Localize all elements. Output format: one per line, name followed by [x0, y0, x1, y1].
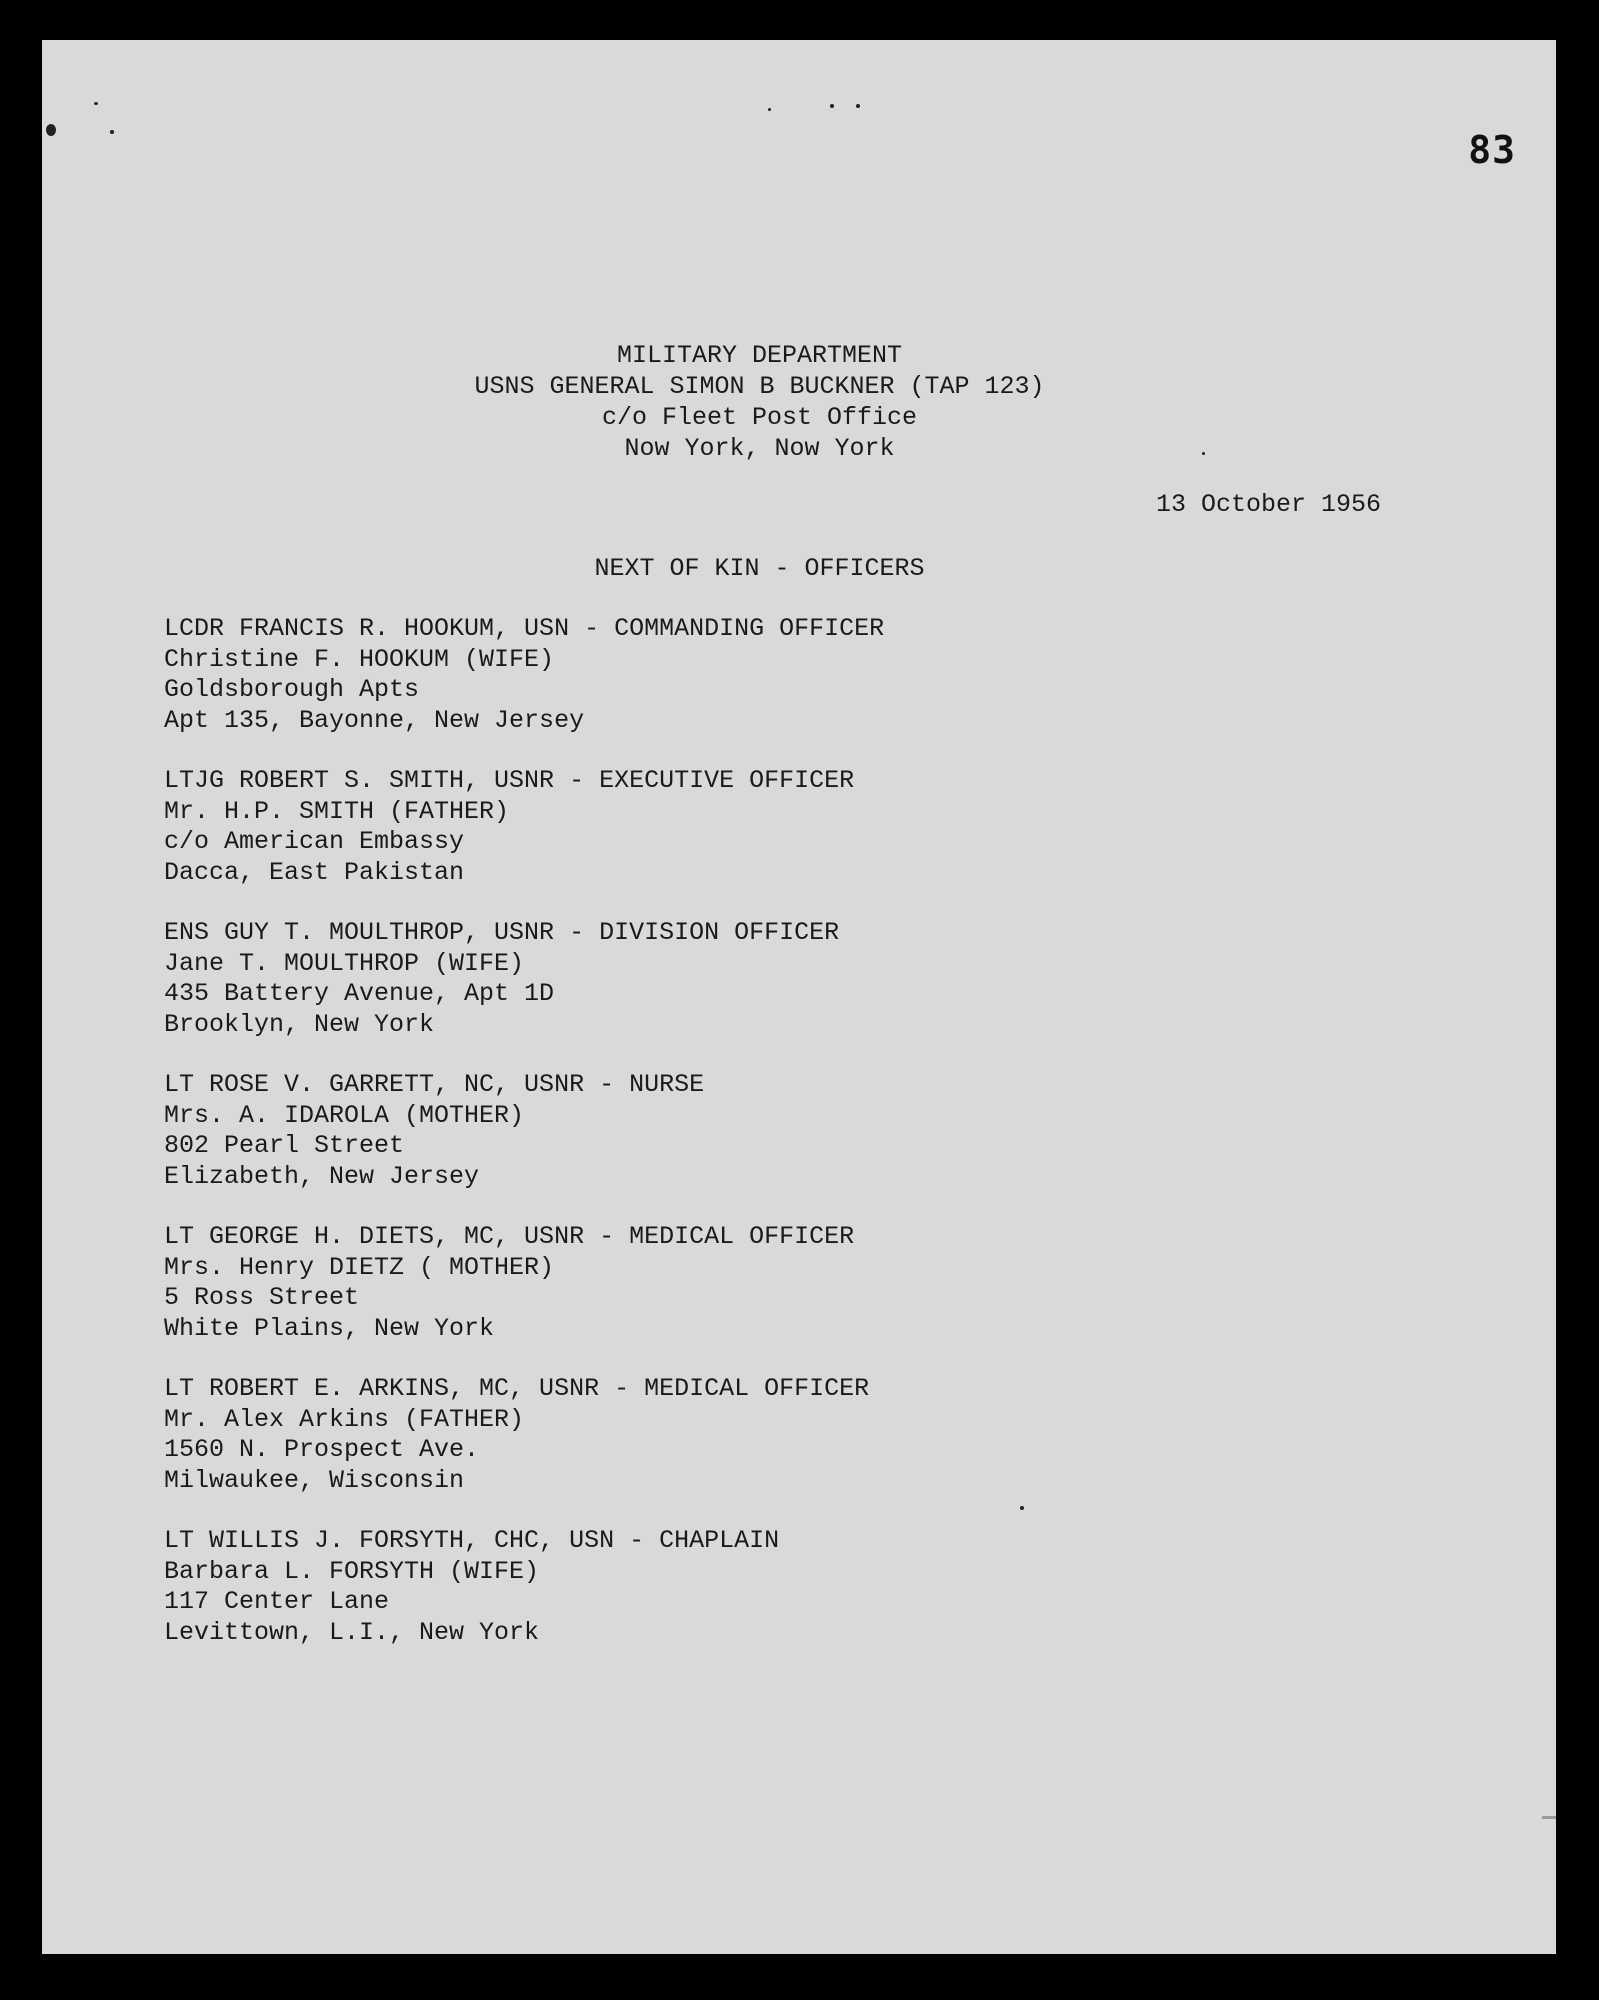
kin-entry — [164, 1222, 1164, 1344]
officer-line: LT GEORGE H. DIETS, MC, USNR - MEDICAL OFFICER — [164, 1222, 855, 1251]
kin-address-line: Levittown, L.I., New York — [164, 1617, 540, 1647]
page-number: 83 — [1468, 128, 1516, 172]
scan-speck — [830, 104, 834, 108]
kin-address-line: Dacca, East Pakistan — [164, 857, 465, 887]
next-of-kin-list — [164, 614, 1164, 1678]
scan-speck — [94, 102, 98, 105]
letterhead-line: USNS GENERAL SIMON B BUCKNER (TAP 123) — [474, 372, 1045, 401]
kin-address-line: 435 Battery Avenue, Apt 1D — [164, 979, 555, 1008]
kin-name: Mrs. Henry DIETZ ( MOTHER) — [164, 1252, 555, 1282]
kin-name: Mrs. A. IDAROLA (MOTHER) — [164, 1100, 525, 1130]
officer-line: LT ROSE V. GARRETT, NC, USNR - NURSE — [164, 1070, 705, 1099]
kin-entry — [164, 766, 1164, 888]
kin-name: Barbara L. FORSYTH (WIFE) — [164, 1556, 540, 1586]
kin-name: Mr. Alex Arkins (FATHER) — [164, 1404, 525, 1434]
scan-speck — [856, 104, 860, 108]
kin-name: Jane T. MOULTHROP (WIFE) — [164, 948, 525, 978]
kin-address-line: Milwaukee, Wisconsin — [164, 1465, 465, 1495]
scan-edge-mark — [1542, 1816, 1556, 1819]
document-date: 13 October 1956 — [1156, 490, 1382, 519]
officer-line: LCDR FRANCIS R. HOOKUM, USN - COMMANDING OFFICER — [164, 614, 885, 643]
kin-address-line: 1560 N. Prospect Ave. — [164, 1435, 480, 1464]
kin-name: Christine F. HOOKUM (WIFE) — [164, 644, 555, 674]
kin-entry — [164, 918, 1164, 1040]
letterhead-line: MILITARY DEPARTMENT — [616, 341, 903, 370]
letterhead-line: Now York, Now York — [624, 434, 895, 463]
kin-address-line: Apt 135, Bayonne, New Jersey — [164, 705, 585, 735]
officer-line: LTJG ROBERT S. SMITH, USNR - EXECUTIVE OFFICER — [164, 766, 855, 795]
scan-speck — [768, 108, 771, 111]
kin-entry — [164, 1374, 1164, 1496]
letterhead — [42, 340, 1477, 464]
kin-address-line: Elizabeth, New Jersey — [164, 1161, 480, 1191]
officer-line: LT ROBERT E. ARKINS, MC, USNR - MEDICAL OFFICER — [164, 1374, 870, 1403]
document-page — [42, 40, 1556, 1954]
kin-address-line: White Plains, New York — [164, 1313, 495, 1343]
kin-entry — [164, 1526, 1164, 1648]
officer-line: LT WILLIS J. FORSYTH, CHC, USN - CHAPLAIN — [164, 1526, 780, 1555]
scan-speck — [46, 124, 56, 136]
kin-entry — [164, 1070, 1164, 1192]
kin-entry — [164, 614, 1164, 736]
kin-address-line: Brooklyn, New York — [164, 1009, 435, 1039]
kin-address-line: 117 Center Lane — [164, 1587, 390, 1616]
kin-address-line: 5 Ross Street — [164, 1283, 360, 1312]
kin-address-line: 802 Pearl Street — [164, 1131, 405, 1160]
kin-name: Mr. H.P. SMITH (FATHER) — [164, 796, 510, 826]
kin-address-line: Goldsborough Apts — [164, 675, 420, 704]
letterhead-line: c/o Fleet Post Office — [601, 403, 918, 432]
scan-speck — [110, 130, 114, 134]
officer-line: ENS GUY T. MOULTHROP, USNR - DIVISION OFFICER — [164, 918, 840, 947]
kin-address-line: c/o American Embassy — [164, 827, 465, 856]
list-title: NEXT OF KIN - OFFICERS — [594, 554, 925, 583]
